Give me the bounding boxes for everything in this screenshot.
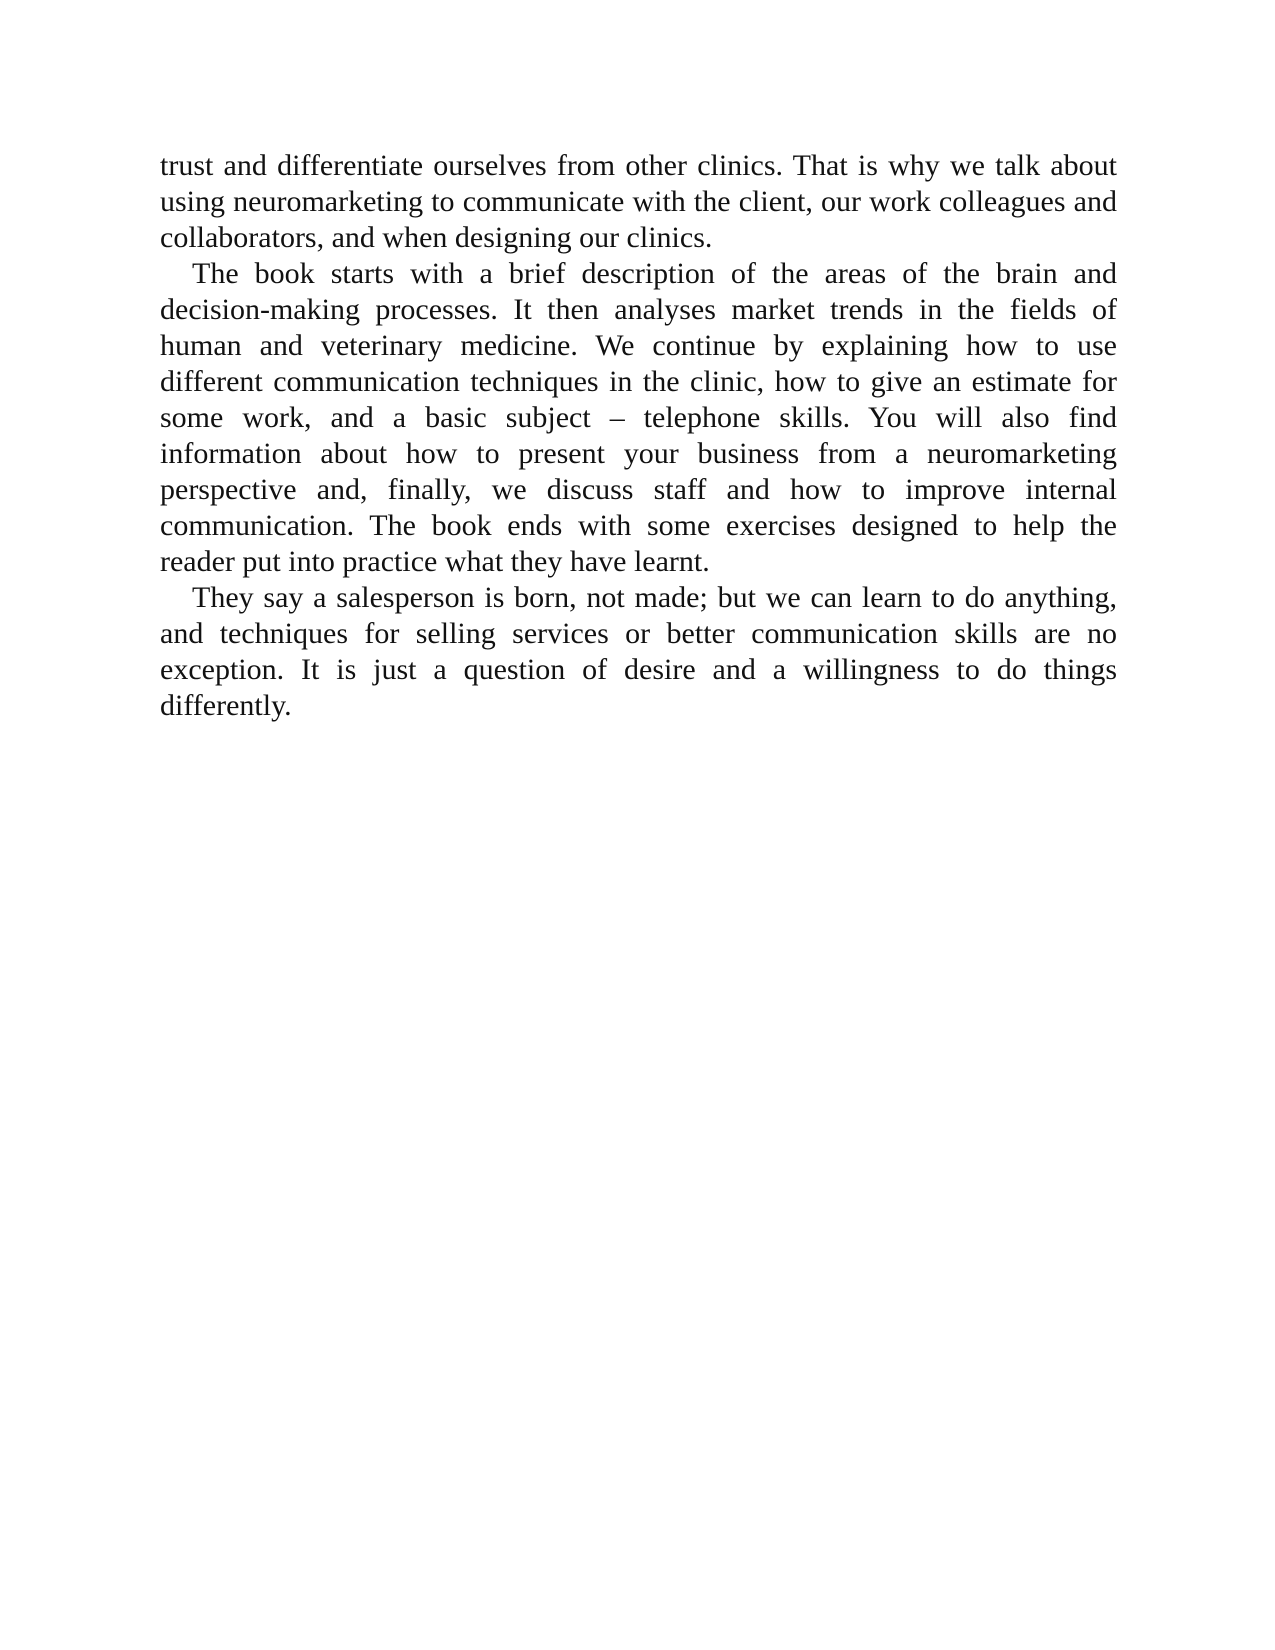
body-text [160,148,1117,724]
paragraph-2: The book starts with a brief description of the areas of the brain and decision-making processes. It then analyses market trends in the fields of human and veterinary medicine. We continue by explaining how to use different communication techniques in the clinic, how to give an estimate for some work, and a basic subject – telephone skills. You will also find information about how to present your business from a neuromarketing perspective and, finally, we discuss staff and how to improve internal communication. The book ends with some exercises designed to help the reader put into practice what they have learnt. [160,257,1117,578]
paragraph-1: trust and differentiate ourselves from other clinics. That is why we talk about using neuromarketing to communicate with the client, our work colleagues and collaborators, and when designing our clinics. [160,149,1117,254]
paragraph-3: They say a salesperson is born, not made; but we can learn to do anything, and techniques for selling services or better communication skills are no exception. It is just a question of desire and a willingness to do things differently. [160,581,1117,722]
